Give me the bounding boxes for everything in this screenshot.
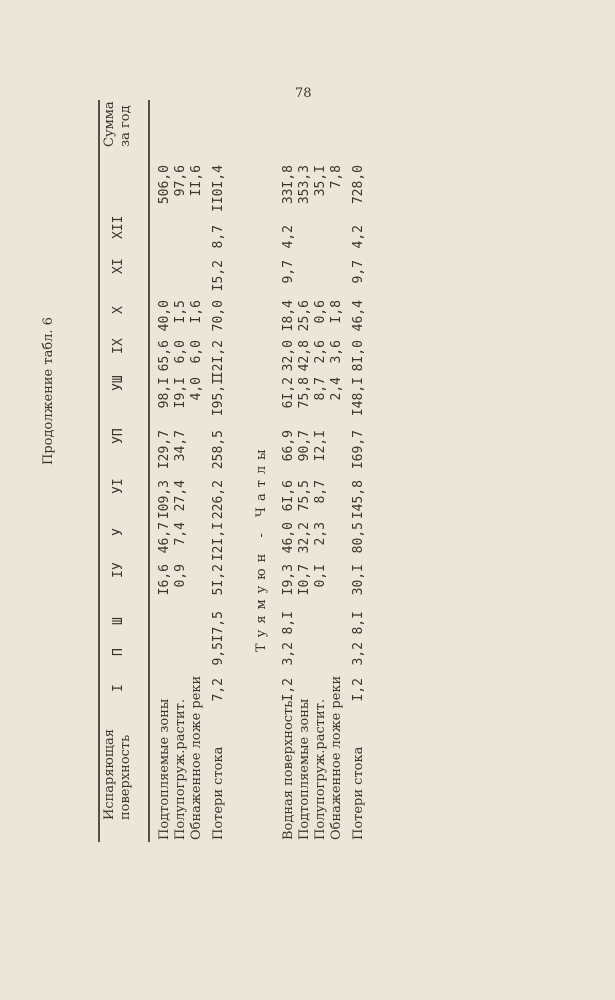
table-cell: 8,I xyxy=(281,611,296,635)
table-cell: 70,0 xyxy=(211,300,226,332)
table-cell: I,8 xyxy=(329,300,344,324)
table-cell: 7,8 xyxy=(329,165,344,189)
table-caption: Продолжение табл. 6 xyxy=(41,317,56,465)
header-month: УI xyxy=(111,478,126,494)
header-surface-line1: Испаряющая xyxy=(102,729,117,820)
table-cell: 353,3 xyxy=(297,165,312,205)
table-cell: 506,0 xyxy=(157,165,172,205)
table-cell: I2I,I xyxy=(211,522,226,562)
table-cell: 3,2 xyxy=(281,642,296,666)
table-cell: 30,I xyxy=(351,564,366,596)
table-cell: 3,6 xyxy=(329,340,344,364)
header-bottom-rule xyxy=(148,100,150,842)
header-month: Ш xyxy=(111,617,126,625)
row-label: Обнаженное ложе реки xyxy=(329,675,344,840)
table-cell: I69,7 xyxy=(351,430,366,470)
table-cell: I95,I xyxy=(211,377,226,417)
section-title: Туямуюн - Чатлы xyxy=(254,443,269,652)
table-cell: I2I,2 xyxy=(211,340,226,380)
table-cell: 46,7 xyxy=(157,522,172,554)
table-cell: 7,2 xyxy=(211,678,226,702)
table-cell: 2,4 xyxy=(329,377,344,401)
table-cell: 0,I xyxy=(313,564,328,588)
row-label: Полупогруж.растит. xyxy=(173,699,188,840)
header-month: IX xyxy=(111,338,126,354)
table-cell: I6,6 xyxy=(157,564,172,596)
table-cell: 4,2 xyxy=(351,225,366,249)
table-cell: I48,I xyxy=(351,377,366,417)
table-cell: II0I,4 xyxy=(211,165,226,212)
header-top-rule xyxy=(98,100,100,842)
row-label: Подтопляемые зоны xyxy=(157,698,172,840)
table-cell: 3,2 xyxy=(351,642,366,666)
table-cell: 8,I xyxy=(351,611,366,635)
row-label: Обнаженное ложе реки xyxy=(189,675,204,840)
table-cell: I09,3 xyxy=(157,480,172,520)
table-cell: 4,2 xyxy=(281,225,296,249)
header-month: УП xyxy=(111,428,126,444)
table-cell: 33I,8 xyxy=(281,165,296,205)
table-cell: I29,7 xyxy=(157,430,172,470)
table-cell: 32,2 xyxy=(297,522,312,554)
table-cell: 27,4 xyxy=(173,480,188,512)
header-month: УШ xyxy=(111,375,126,391)
row-label: Подтопляемые зоны xyxy=(297,698,312,840)
header-surface-line2: поверхность xyxy=(118,734,133,820)
header-month: XII xyxy=(111,215,126,239)
table-cell: 9,7 xyxy=(351,260,366,284)
table-cell: 98,I xyxy=(157,377,172,409)
table-cell: 46,0 xyxy=(281,522,296,554)
page-number: 78 xyxy=(295,86,312,101)
table-cell: 6I,2 xyxy=(281,377,296,409)
table-cell: 65,6 xyxy=(157,340,172,372)
table-cell: II,6 xyxy=(189,165,204,197)
header-sum-line1: Сумма xyxy=(102,101,117,147)
table-cell: 6,0 xyxy=(189,340,204,364)
table-cell: 75,8 xyxy=(297,377,312,409)
row-label: Полупогруж.растит. xyxy=(313,699,328,840)
table-cell: 7,4 xyxy=(173,522,188,546)
table-cell: 4,0 xyxy=(189,377,204,401)
header-month: IУ xyxy=(111,562,126,578)
table-cell: 25,6 xyxy=(297,300,312,332)
row-label: Водная поверхность xyxy=(281,700,296,840)
table-cell: 5I,2 xyxy=(211,564,226,596)
table-cell: 2,6 xyxy=(313,340,328,364)
table-cell: 80,5 xyxy=(351,522,366,554)
table-cell: 32,0 xyxy=(281,340,296,372)
table-cell: 66,9 xyxy=(281,430,296,462)
table-cell: 9,7 xyxy=(281,260,296,284)
table-cell: 97,6 xyxy=(173,165,188,197)
header-month: I xyxy=(111,684,126,692)
table-cell: 75,5 xyxy=(297,480,312,512)
table-cell: I,5 xyxy=(173,300,188,324)
table-cell: I9,I xyxy=(173,377,188,409)
table-cell: 8,7 xyxy=(313,480,328,504)
table-cell: I45,8 xyxy=(351,480,366,520)
table-cell: 0,9 xyxy=(173,564,188,588)
table-cell: 46,4 xyxy=(351,300,366,332)
row-label: Потери стока xyxy=(351,746,366,840)
row-label: Потери стока xyxy=(211,746,226,840)
header-month: XI xyxy=(111,258,126,274)
table-cell: I,6 xyxy=(189,300,204,324)
table-cell: 35,I xyxy=(313,165,328,197)
table-cell: I0,7 xyxy=(297,564,312,596)
table-cell: 8,7 xyxy=(211,225,226,249)
table-cell: 90,7 xyxy=(297,430,312,462)
table-cell: 728,0 xyxy=(351,165,366,205)
table-cell: I5,2 xyxy=(211,260,226,292)
table-cell: 34,7 xyxy=(173,430,188,462)
header-month: У xyxy=(111,528,126,536)
table-cell: 226,2 xyxy=(211,480,226,520)
table-cell: 9,5 xyxy=(211,642,226,666)
header-month: X xyxy=(111,306,126,314)
table-cell: I8,4 xyxy=(281,300,296,332)
table-cell: I,2 xyxy=(351,678,366,702)
table-cell: I9,3 xyxy=(281,564,296,596)
header-sum-line2: за год xyxy=(118,105,133,147)
header-month: П xyxy=(111,648,126,656)
table-cell: 8,7 xyxy=(313,377,328,401)
table-cell: 42,8 xyxy=(297,340,312,372)
table-cell: 2,3 xyxy=(313,522,328,546)
table-cell: 40,0 xyxy=(157,300,172,332)
table-cell: I7,5 xyxy=(211,611,226,643)
table-cell: 6I,6 xyxy=(281,480,296,512)
table-cell: 0,6 xyxy=(313,300,328,324)
table-cell: I2,I xyxy=(313,430,328,462)
table-cell: I,2 xyxy=(281,678,296,702)
table-cell: 6,0 xyxy=(173,340,188,364)
table-cell: 8I,0 xyxy=(351,340,366,372)
table-cell: 258,5 xyxy=(211,430,226,470)
